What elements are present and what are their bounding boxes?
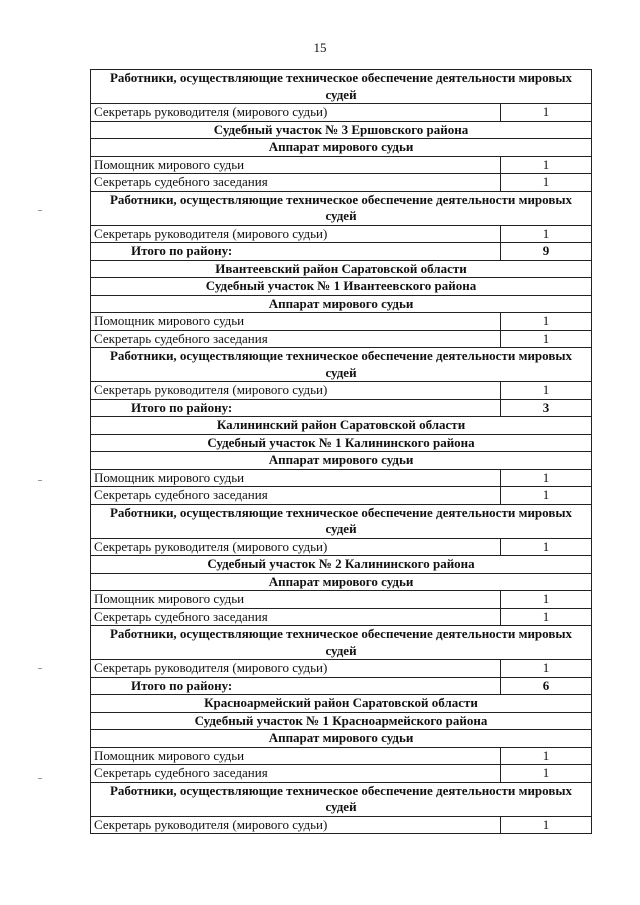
district-total-row bbox=[91, 399, 592, 417]
section-header-row-long bbox=[91, 626, 592, 660]
position-name: Секретарь судебного заседания bbox=[91, 487, 501, 505]
section-header-row bbox=[91, 556, 592, 574]
position-count: 1 bbox=[501, 104, 592, 122]
section-header: Судебный участок № 1 Красноармейского района bbox=[91, 712, 592, 730]
section-header: Работники, осуществляющие техническое обеспечение деятельности мировых судей bbox=[91, 782, 592, 816]
section-header-row-long bbox=[91, 782, 592, 816]
position-name: Помощник мирового судьи bbox=[91, 313, 501, 331]
position-row bbox=[91, 313, 592, 331]
page-number: 15 bbox=[313, 40, 327, 55]
section-header: Красноармейский район Саратовской области bbox=[91, 695, 592, 713]
position-row bbox=[91, 487, 592, 505]
position-row bbox=[91, 330, 592, 348]
section-header: Судебный участок № 1 Калининского района bbox=[91, 434, 592, 452]
section-header-row bbox=[91, 278, 592, 296]
section-header: Работники, осуществляющие техническое обеспечение деятельности мировых судей bbox=[91, 626, 592, 660]
position-row bbox=[91, 382, 592, 400]
district-total-label: Итого по району: bbox=[91, 677, 501, 695]
section-header-row-long bbox=[91, 348, 592, 382]
position-row bbox=[91, 104, 592, 122]
position-count: 1 bbox=[501, 313, 592, 331]
district-total-label: Итого по району: bbox=[91, 243, 501, 261]
district-total-value: 3 bbox=[501, 399, 592, 417]
section-header-row-long bbox=[91, 504, 592, 538]
section-header-row bbox=[91, 121, 592, 139]
position-count: 1 bbox=[501, 538, 592, 556]
position-name: Секретарь судебного заседания bbox=[91, 330, 501, 348]
section-header-row-long bbox=[91, 70, 592, 104]
position-count: 1 bbox=[501, 156, 592, 174]
position-row bbox=[91, 660, 592, 678]
section-header: Судебный участок № 3 Ершовского района bbox=[91, 121, 592, 139]
section-header: Работники, осуществляющие техническое обеспечение деятельности мировых судей bbox=[91, 348, 592, 382]
position-count: 1 bbox=[501, 174, 592, 192]
section-header-row bbox=[91, 417, 592, 435]
position-count: 1 bbox=[501, 469, 592, 487]
district-total-row bbox=[91, 677, 592, 695]
position-count: 1 bbox=[501, 765, 592, 783]
scan-mark bbox=[38, 210, 42, 211]
position-row bbox=[91, 816, 592, 834]
district-total-row bbox=[91, 243, 592, 261]
staffing-table bbox=[90, 69, 592, 834]
section-header: Судебный участок № 1 Ивантеевского района bbox=[91, 278, 592, 296]
position-name: Секретарь руководителя (мирового судьи) bbox=[91, 225, 501, 243]
section-header: Аппарат мирового судьи bbox=[91, 452, 592, 470]
position-name: Секретарь судебного заседания bbox=[91, 765, 501, 783]
section-header: Аппарат мирового судьи bbox=[91, 730, 592, 748]
position-name: Секретарь руководителя (мирового судьи) bbox=[91, 538, 501, 556]
section-header-row bbox=[91, 139, 592, 157]
scan-mark bbox=[38, 668, 42, 669]
district-total-value: 9 bbox=[501, 243, 592, 261]
section-header: Судебный участок № 2 Калининского района bbox=[91, 556, 592, 574]
section-header: Калининский район Саратовской области bbox=[91, 417, 592, 435]
position-count: 1 bbox=[501, 591, 592, 609]
section-header-row bbox=[91, 712, 592, 730]
position-count: 1 bbox=[501, 487, 592, 505]
section-header-row bbox=[91, 260, 592, 278]
position-row bbox=[91, 747, 592, 765]
position-name: Секретарь руководителя (мирового судьи) bbox=[91, 104, 501, 122]
position-row bbox=[91, 765, 592, 783]
position-count: 1 bbox=[501, 747, 592, 765]
district-total-label: Итого по району: bbox=[91, 399, 501, 417]
position-count: 1 bbox=[501, 382, 592, 400]
scan-mark bbox=[38, 480, 42, 481]
position-row bbox=[91, 469, 592, 487]
scan-mark bbox=[38, 778, 42, 779]
section-header-row bbox=[91, 434, 592, 452]
position-count: 1 bbox=[501, 816, 592, 834]
position-name: Секретарь руководителя (мирового судьи) bbox=[91, 816, 501, 834]
position-name: Секретарь руководителя (мирового судьи) bbox=[91, 660, 501, 678]
position-row bbox=[91, 591, 592, 609]
position-row bbox=[91, 174, 592, 192]
position-count: 1 bbox=[501, 660, 592, 678]
section-header-row bbox=[91, 695, 592, 713]
position-count: 1 bbox=[501, 608, 592, 626]
section-header: Ивантеевский район Саратовской области bbox=[91, 260, 592, 278]
position-row bbox=[91, 156, 592, 174]
position-name: Секретарь руководителя (мирового судьи) bbox=[91, 382, 501, 400]
position-row bbox=[91, 538, 592, 556]
position-name: Секретарь судебного заседания bbox=[91, 608, 501, 626]
position-name: Помощник мирового судьи bbox=[91, 747, 501, 765]
position-name: Помощник мирового судьи bbox=[91, 469, 501, 487]
staffing-table-body bbox=[91, 70, 592, 834]
section-header-row-long bbox=[91, 191, 592, 225]
position-name: Секретарь судебного заседания bbox=[91, 174, 501, 192]
section-header: Аппарат мирового судьи bbox=[91, 573, 592, 591]
section-header-row bbox=[91, 573, 592, 591]
section-header: Аппарат мирового судьи bbox=[91, 295, 592, 313]
position-row bbox=[91, 225, 592, 243]
section-header: Работники, осуществляющие техническое обеспечение деятельности мировых судей bbox=[91, 70, 592, 104]
section-header-row bbox=[91, 295, 592, 313]
position-name: Помощник мирового судьи bbox=[91, 156, 501, 174]
section-header-row bbox=[91, 452, 592, 470]
position-count: 1 bbox=[501, 330, 592, 348]
position-count: 1 bbox=[501, 225, 592, 243]
position-row bbox=[91, 608, 592, 626]
district-total-value: 6 bbox=[501, 677, 592, 695]
position-name: Помощник мирового судьи bbox=[91, 591, 501, 609]
section-header: Аппарат мирового судьи bbox=[91, 139, 592, 157]
section-header-row bbox=[91, 730, 592, 748]
section-header: Работники, осуществляющие техническое обеспечение деятельности мировых судей bbox=[91, 191, 592, 225]
section-header: Работники, осуществляющие техническое обеспечение деятельности мировых судей bbox=[91, 504, 592, 538]
